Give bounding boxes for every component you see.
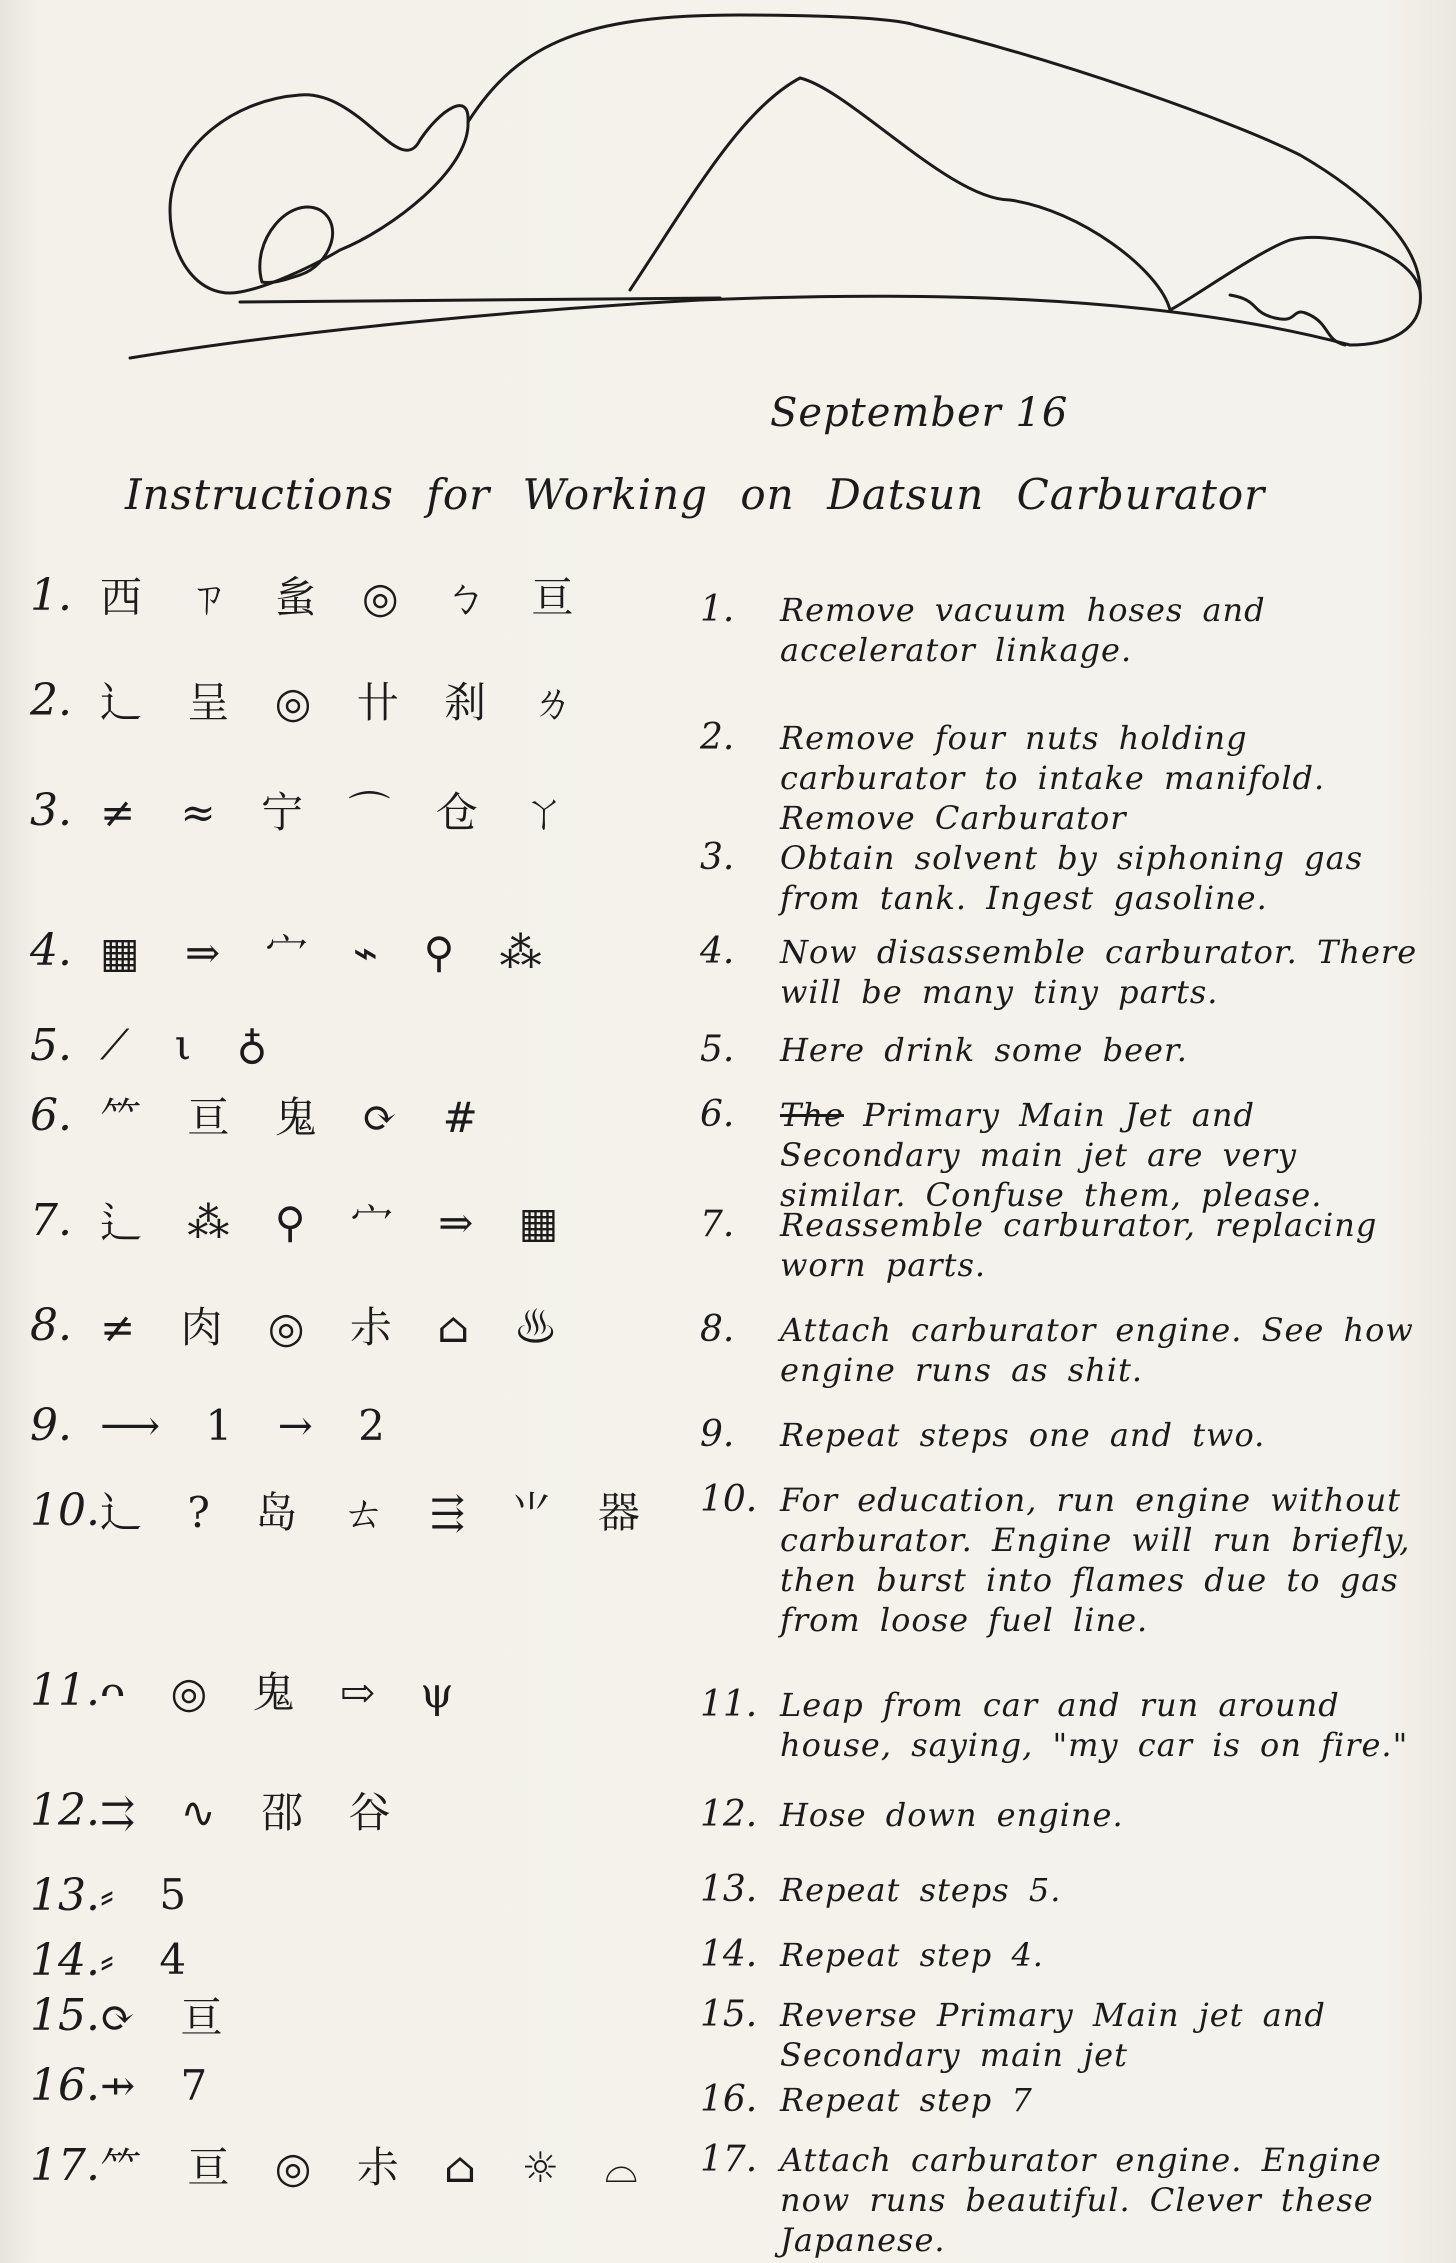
glyph-symbols: ⸗ 4 (100, 1935, 203, 1984)
sketch-arm (630, 78, 1420, 345)
glyph-symbols: ≠ ≈ 宁 ⌒ 仓 ㄚ (100, 788, 582, 837)
glyph-step-11 (30, 1655, 469, 1725)
glyph-step-number: 17. (30, 2139, 100, 2191)
step-number: 2. (700, 717, 735, 758)
instruction-step-12 (700, 1795, 1420, 1835)
instruction-step-16 (700, 2080, 1420, 2120)
reclining-figure-sketch (0, 0, 1456, 380)
instruction-step-1 (700, 590, 1420, 670)
glyph-step-number: 13. (30, 1869, 100, 1921)
step-text: Now disassemble carburator. There will be many tiny parts. (780, 933, 1418, 1011)
glyph-step-number: 14. (30, 1934, 100, 1986)
step-text: Repeat step 4. (780, 1936, 1044, 1974)
step-number: 15. (700, 1994, 758, 2035)
step-text: Hose down engine. (780, 1796, 1124, 1834)
glyph-step-number: 9. (30, 1399, 72, 1451)
step-text: Here drink some beer. (780, 1031, 1188, 1069)
step-number: 7. (700, 1204, 735, 1245)
glyph-step-number: 5. (30, 1019, 72, 1071)
step-number: 10. (700, 1479, 758, 1520)
glyph-step-6 (30, 1080, 494, 1150)
glyph-step-7 (30, 1185, 574, 1255)
instruction-step-17 (700, 2140, 1420, 2260)
instruction-step-3 (700, 838, 1420, 918)
glyph-symbols: ⟳ 亘 (100, 1993, 239, 2042)
instruction-step-8 (700, 1310, 1420, 1390)
instruction-step-14 (700, 1935, 1420, 1975)
glyph-step-number: 3. (30, 784, 72, 836)
step-number: 3. (700, 837, 735, 878)
glyph-step-12 (30, 1775, 406, 1845)
glyph-symbols: ⇸ 7 (100, 2060, 224, 2110)
step-number: 11. (700, 1684, 758, 1725)
glyph-symbols: ▦ ⇒ 宀 ⌁ ⚲ ⁂ (100, 928, 558, 977)
glyph-step-16 (30, 2050, 223, 2120)
glyph-step-9 (30, 1390, 401, 1460)
glyph-step-number: 15. (30, 1989, 100, 2041)
glyph-symbols: ⇉ ∿ 邵 ⾕ (100, 1788, 407, 1837)
sketch-floor-line-2 (240, 298, 720, 302)
instruction-step-5 (700, 1030, 1420, 1070)
sketch-hand (1230, 295, 1345, 345)
step-number: 16. (700, 2079, 758, 2120)
step-number: 6. (700, 1094, 735, 1135)
glyph-step-number: 2. (30, 674, 72, 726)
step-text: Remove vacuum hoses and accelerator linkage. (780, 591, 1266, 669)
glyph-step-number: 16. (30, 2059, 100, 2111)
instruction-step-6 (700, 1095, 1420, 1215)
step-text: Repeat steps one and two. (780, 1416, 1266, 1454)
glyph-step-2 (30, 665, 589, 735)
step-text: Attach carburator engine. See how engine runs as shit. (780, 1311, 1414, 1389)
step-number: 17. (700, 2139, 758, 2180)
glyph-step-17 (30, 2130, 654, 2200)
instruction-step-13 (700, 1870, 1420, 1910)
page-title: Instructions for Working on Datsun Carburator (125, 470, 1266, 519)
glyph-symbols: ⺮ 亘 ⻤ ⟳ # (100, 1093, 494, 1142)
glyph-symbols: ⟶ 1 → 2 (100, 1400, 401, 1450)
glyph-symbols: ⟋ ι ♁ (100, 1020, 284, 1069)
glyph-step-number: 12. (30, 1784, 100, 1836)
glyph-symbols: ⻌ 呈 ◎ 卄 刹 ㄌ (100, 678, 590, 727)
glyph-step-5 (30, 1010, 283, 1080)
step-text: Reverse Primary Main jet and Secondary main jet (780, 1996, 1326, 2074)
step-number: 9. (700, 1414, 735, 1455)
step-number: 5. (700, 1029, 735, 1070)
glyph-step-number: 4. (30, 924, 72, 976)
step-text: Repeat step 7 (780, 2081, 1033, 2119)
instruction-step-9 (700, 1415, 1420, 1455)
entry-date: September 16 (770, 390, 1069, 436)
step-number: 12. (700, 1794, 758, 1835)
sketch-shoulder-line (915, 25, 1420, 290)
instruction-step-4 (700, 932, 1420, 1012)
glyph-step-number: 11. (30, 1664, 100, 1716)
glyph-symbols: ᴖ ◎ ⻤ ⇨ ψ (100, 1668, 470, 1717)
glyph-step-4 (30, 915, 558, 985)
glyph-step-number: 7. (30, 1194, 72, 1246)
instruction-step-7 (700, 1205, 1420, 1285)
step-text: Attach carburator engine. Engine now runs beautiful. Clever these Japanese. (780, 2141, 1382, 2259)
glyph-step-1 (30, 560, 589, 630)
step-text: Obtain solvent by siphoning gas from tank. Ingest gasoline. (780, 839, 1364, 917)
glyph-step-number: 10. (30, 1484, 100, 1536)
instruction-step-2 (700, 718, 1420, 838)
glyph-step-15 (30, 1980, 239, 2050)
glyph-step-number: 1. (30, 569, 72, 621)
step-text: Repeat steps 5. (780, 1871, 1062, 1909)
glyph-step-10 (30, 1475, 656, 1545)
step-text: For education, run engine without carburator. Engine will run briefly, then burst into flames due to gas from loose fuel line. (780, 1481, 1411, 1639)
step-text: Remove four nuts holding carburator to intake manifold. Remove Carburator (780, 719, 1326, 837)
glyph-step-number: 6. (30, 1089, 72, 1141)
instruction-step-10 (700, 1480, 1420, 1640)
sketch-back-arc (468, 15, 915, 122)
struck-word: The (780, 1096, 844, 1134)
glyph-symbols: 西 ㄗ 蚃 ◎ ㄅ 亘 (100, 573, 590, 622)
step-number: 13. (700, 1869, 758, 1910)
instruction-step-15 (700, 1995, 1420, 2075)
step-number: 1. (700, 589, 735, 630)
glyph-step-8 (30, 1290, 573, 1360)
instruction-step-11 (700, 1685, 1420, 1765)
step-number: 14. (700, 1934, 758, 1975)
glyph-symbols: ⻍ ⁂ ⚲ 宀 ⇒ ▦ (100, 1198, 575, 1247)
glyph-symbols: ⻌ ? 岛 ㄊ ⇶ ⺌ 器 (100, 1488, 656, 1537)
glyph-step-13 (30, 1860, 202, 1930)
step-number: 4. (700, 931, 735, 972)
glyph-step-3 (30, 775, 581, 845)
step-text: Leap from car and run around house, saying, "my car is on fire." (780, 1686, 1409, 1764)
glyph-symbols: ≠ 肉 ◎ 尗 ⌂ ♨ (100, 1303, 573, 1352)
step-text: Reassemble carburator, replacing worn parts. (780, 1206, 1378, 1284)
glyph-symbols: ⸗ 5 (100, 1870, 203, 1919)
glyph-symbols: ⺮ 亘 ◎ 尗 ⌂ ☼ ⌓ (100, 2143, 654, 2192)
step-number: 8. (700, 1309, 735, 1350)
glyph-step-number: 8. (30, 1299, 72, 1351)
step-text: Primary Main Jet and Secondary main jet are very similar. Confuse them, please. (780, 1096, 1323, 1214)
